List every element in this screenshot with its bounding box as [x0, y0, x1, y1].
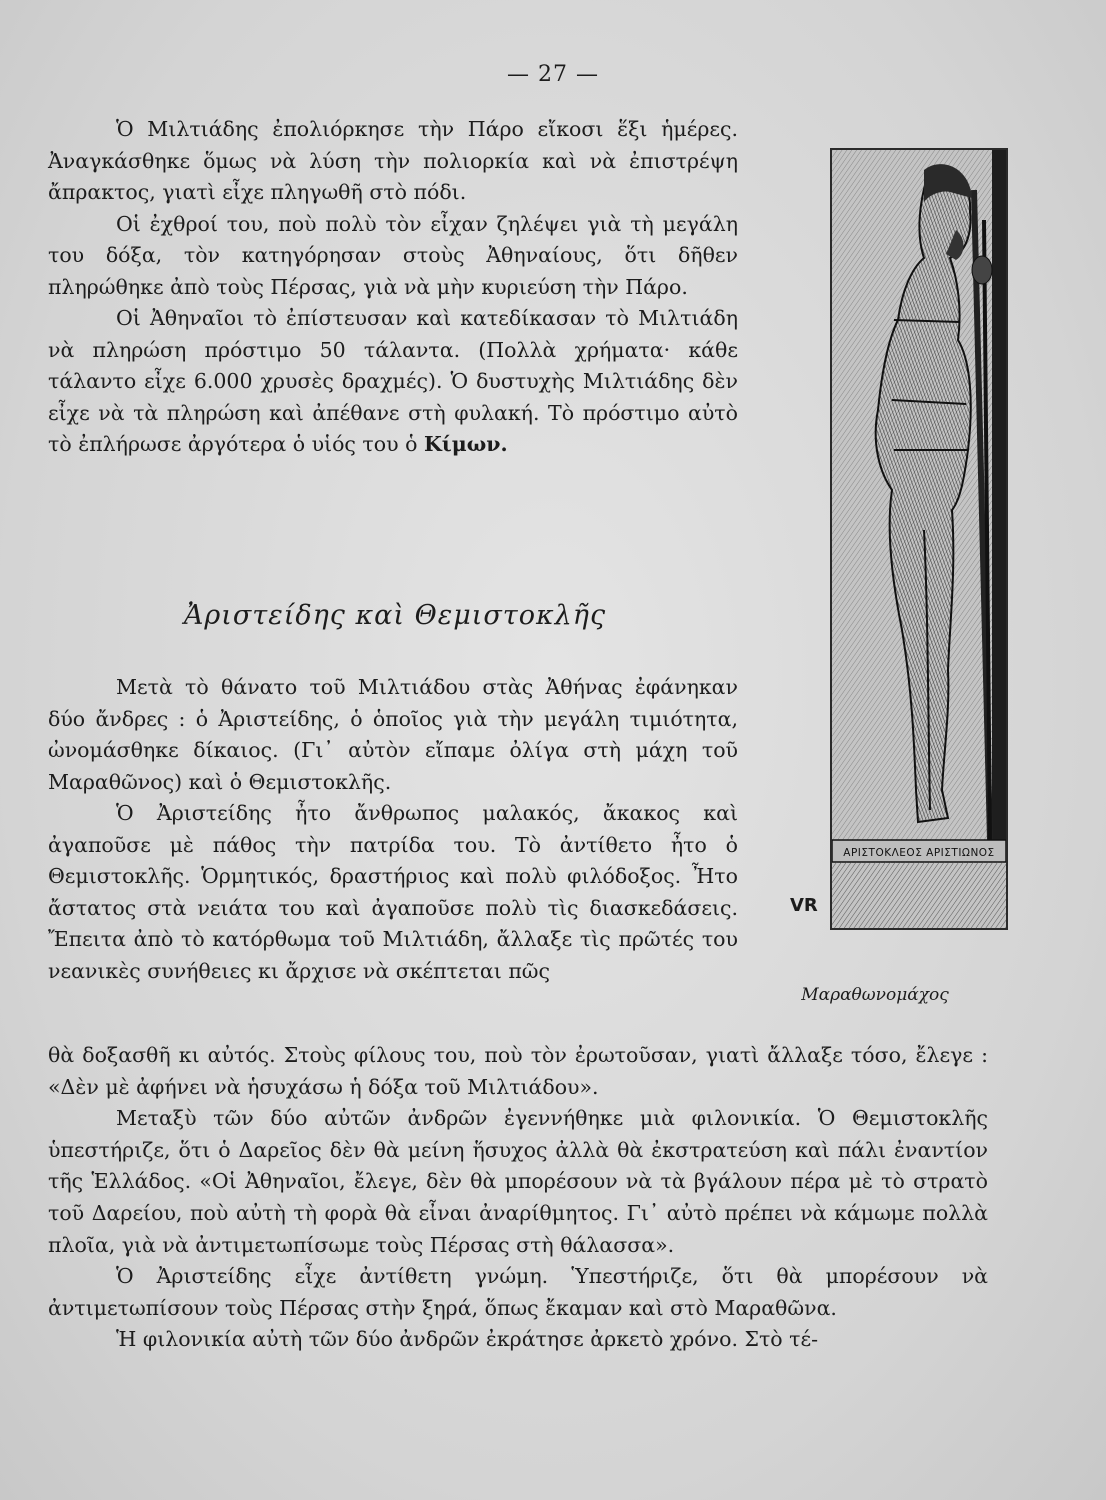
text-column-top — [48, 114, 738, 461]
page-number: — 27 — — [507, 62, 599, 87]
paragraph-text: Οἱ Ἀθηναῖοι τὸ ἐπίστευσαν καὶ κατεδίκασαν τὸ Μιλτιάδη νὰ πληρώση πρόστιμο 50 τάλαντα. (Πολλὰ χρήματα· κάθε τάλαντο εἶχε 6.000 χρυσὲς δραχμές). Ὁ δυστυχὴς Μιλτιάδης δὲν εἶχε νὰ τὰ πληρώση καὶ ἀπέθανε στὴ φυλακή. Τὸ πρόστιμο αὐτὸ τὸ ἐπλήρωσε ἀργότερα ὁ υἱός του ὁ — [48, 306, 738, 456]
warrior-illustration — [832, 150, 1006, 928]
paragraph: θὰ δοξασθῆ κι αὐτός. Στοὺς φίλους του, ποὺ τὸν ἐρωτοῦσαν, γιατὶ ἄλλαξε τόσο, ἔλεγε : «Δὲν μὲ ἀφήνει νὰ ἡσυχάσω ἡ δόξα τοῦ Μιλτιάδου». — [48, 1043, 988, 1099]
paragraph: Ὁ Μιλτιάδης ἐπολιόρκησε τὴν Πάρο εἴκοσι ἕξι ἡμέρες. Ἀναγκάσθηκε ὅμως νὰ λύση τὴν πολιορκία καὶ νὰ ἐπιστρέψη ἄπρακτος, γιατὶ εἶχε πληγωθῆ στὸ πόδι. — [48, 117, 738, 204]
artist-signature: VR — [790, 895, 818, 916]
section-heading: Ἀριστείδης καὶ Θεμιστοκλῆς — [183, 600, 607, 631]
figure-caption: Μαραθωνομάχος — [801, 985, 949, 1005]
paragraph: Οἱ ἐχθροί του, ποὺ πολὺ τὸν εἶχαν ζηλέψει γιὰ τὴ μεγάλη του δόξα, τὸν κατηγόρησαν στοὺς Ἀθηναίους, ὅτι δῆθεν πληρώθηκε ἀπὸ τοὺς Πέρσας, γιὰ νὰ μὴν κυριεύση τὴν Πάρο. — [48, 211, 738, 299]
text-column-middle — [48, 672, 738, 987]
paragraph: Ἡ φιλονικία αὐτὴ τῶν δύο ἀνδρῶν ἐκράτησε ἀρκετὸ χρόνο. Στὸ τέ- — [116, 1327, 819, 1352]
stele-inscription: ΑΡΙΣΤΟΚΛΕΟΣ ΑΡΙΣΤΙΩΝΟΣ — [843, 847, 995, 859]
text-full-width — [48, 1040, 988, 1356]
paragraph: Μεταξὺ τῶν δύο αὐτῶν ἀνδρῶν ἐγεννήθηκε μιὰ φιλονικία. Ὁ Θεμιστοκλῆς ὑπεστήριζε, ὅτι ὁ Δαρεῖος δὲν θὰ μείνη ἥσυχος ἀλλὰ θὰ ἐκστρατεύση καὶ πάλι ἐναντίον τῆς Ἑλλάδος. «Οἱ Ἀθηναῖοι, ἔλεγε, δὲν θὰ μπορέσουν νὰ τὰ βγάλουν πέρα μὲ τὸ στρατὸ τοῦ Δαρείου, ποὺ αὐτὴ τὴ φορὰ θὰ εἶναι ἀναρίθμητος. Γι᾽ αὐτὸ πρέπει νὰ κάμωμε πολλὰ πλοῖα, γιὰ νὰ ἀντιμετωπίσωμε τοὺς Πέρσας στὴ θάλασσα». — [48, 1106, 988, 1257]
paragraph: Μετὰ τὸ θάνατο τοῦ Μιλτιάδου στὰς Ἀθήνας ἐφάνηκαν δύο ἄνδρες : ὁ Ἀριστείδης, ὁ ὁποῖος γιὰ τὴν μεγάλη τιμιότητα, ὠνομάσθηκε δίκαιος. (Γι᾽ αὐτὸν εἴπαμε ὀλίγα στὴ μάχη τοῦ Μαραθῶνος) καὶ ὁ Θεμιστοκλῆς. — [48, 675, 738, 794]
name-kimon: Κίμων. — [423, 432, 508, 456]
paragraph — [48, 303, 738, 461]
paragraph: Ὁ Ἀριστείδης εἶχε ἀντίθετη γνώμη. Ὑπεστήριζε, ὅτι θὰ μπορέσουν νὰ ἀντιμετωπίσουν τοὺς Πέρσας στὴν ξηρά, ὅπως ἔκαμαν καὶ στὸ Μαραθῶνα. — [48, 1264, 988, 1320]
marathon-warrior-relief — [830, 148, 1008, 930]
paragraph: Ὁ Ἀριστείδης ἦτο ἄνθρωπος μαλακός, ἄκακος καὶ ἀγαποῦσε μὲ πάθος τὴν πατρίδα του. Τὸ ἀντίθετο ἦτο ὁ Θεμιστοκλῆς. Ὁρμητικός, δραστήριος καὶ πολὺ φιλόδοξος. Ἦτο ἄστατος στὰ νειάτα του καὶ ἀγαποῦσε πολὺ τὶς διασκεδάσεις. Ἔπειτα ἀπὸ τὸ κατόρθωμα τοῦ Μιλτιάδη, ἄλλαξε τὶς πρῶτές του νεανικὲς συνήθειες κι ἄρχισε νὰ σκέπτεται πῶς — [48, 801, 738, 983]
